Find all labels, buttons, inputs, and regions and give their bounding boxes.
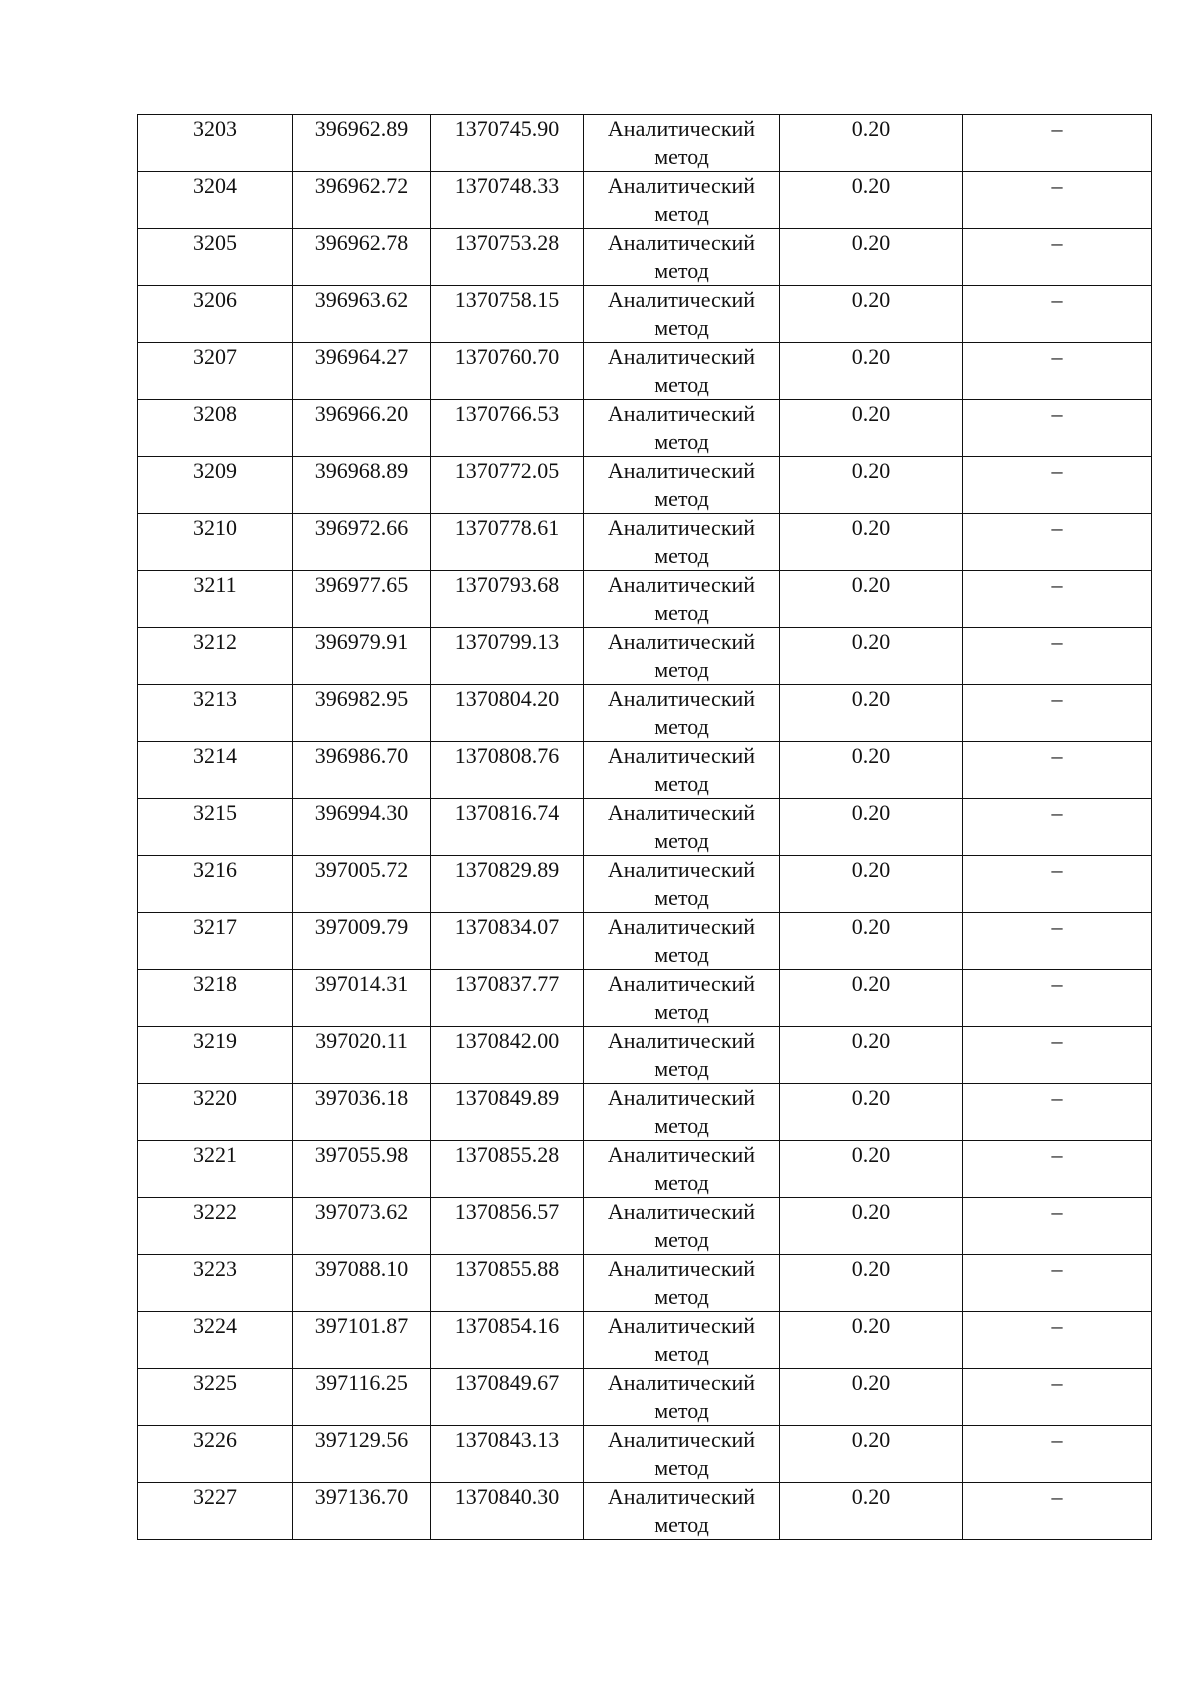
accuracy-cell: 0.20 (780, 1198, 963, 1255)
note-cell: – (963, 628, 1152, 685)
method-line-1: Аналитический (607, 629, 756, 654)
y-coordinate-cell: 1370837.77 (431, 970, 584, 1027)
table-row (138, 742, 1152, 799)
point-number-cell: 3224 (138, 1312, 293, 1369)
accuracy-cell: 0.20 (780, 172, 963, 229)
method-cell (584, 115, 780, 172)
method-line-2: метод (654, 657, 709, 682)
method-line-1: Аналитический (607, 344, 756, 369)
method-cell (584, 685, 780, 742)
x-coordinate-cell: 397116.25 (293, 1369, 431, 1426)
y-coordinate-cell: 1370829.89 (431, 856, 584, 913)
accuracy-cell: 0.20 (780, 343, 963, 400)
accuracy-cell: 0.20 (780, 685, 963, 742)
y-coordinate-cell: 1370766.53 (431, 400, 584, 457)
y-coordinate-cell: 1370758.15 (431, 286, 584, 343)
point-number-cell: 3221 (138, 1141, 293, 1198)
point-number-cell: 3203 (138, 115, 293, 172)
method-line-1: Аналитический (607, 1028, 756, 1053)
point-number-cell: 3226 (138, 1426, 293, 1483)
y-coordinate-cell: 1370778.61 (431, 514, 584, 571)
note-cell: – (963, 115, 1152, 172)
method-line-1: Аналитический (607, 401, 756, 426)
table-row (138, 229, 1152, 286)
point-number-cell: 3208 (138, 400, 293, 457)
method-cell (584, 514, 780, 571)
table-row (138, 343, 1152, 400)
accuracy-cell: 0.20 (780, 1483, 963, 1540)
method-line-1: Аналитический (607, 971, 756, 996)
table-row (138, 799, 1152, 856)
note-cell: – (963, 685, 1152, 742)
table-row (138, 856, 1152, 913)
accuracy-cell: 0.20 (780, 1312, 963, 1369)
method-line-2: метод (654, 429, 709, 454)
note-cell: – (963, 457, 1152, 514)
x-coordinate-cell: 397129.56 (293, 1426, 431, 1483)
accuracy-cell: 0.20 (780, 1255, 963, 1312)
note-cell: – (963, 970, 1152, 1027)
accuracy-cell: 0.20 (780, 742, 963, 799)
method-line-2: метод (654, 771, 709, 796)
note-cell: – (963, 913, 1152, 970)
method-line-1: Аналитический (607, 1313, 756, 1338)
y-coordinate-cell: 1370748.33 (431, 172, 584, 229)
x-coordinate-cell: 397005.72 (293, 856, 431, 913)
y-coordinate-cell: 1370804.20 (431, 685, 584, 742)
note-cell: – (963, 799, 1152, 856)
method-line-2: метод (654, 144, 709, 169)
note-cell: – (963, 286, 1152, 343)
accuracy-cell: 0.20 (780, 1426, 963, 1483)
note-cell: – (963, 1084, 1152, 1141)
table-row (138, 685, 1152, 742)
method-cell (584, 1141, 780, 1198)
method-cell (584, 1369, 780, 1426)
accuracy-cell: 0.20 (780, 115, 963, 172)
point-number-cell: 3212 (138, 628, 293, 685)
method-line-1: Аналитический (607, 173, 756, 198)
method-line-2: метод (654, 1512, 709, 1537)
method-line-2: метод (654, 1056, 709, 1081)
table-row (138, 1027, 1152, 1084)
table-row (138, 913, 1152, 970)
y-coordinate-cell: 1370842.00 (431, 1027, 584, 1084)
method-line-1: Аналитический (607, 1199, 756, 1224)
note-cell: – (963, 514, 1152, 571)
table-row (138, 400, 1152, 457)
method-line-2: метод (654, 942, 709, 967)
note-cell: – (963, 343, 1152, 400)
y-coordinate-cell: 1370793.68 (431, 571, 584, 628)
note-cell: – (963, 856, 1152, 913)
method-line-1: Аналитический (607, 515, 756, 540)
note-cell: – (963, 1141, 1152, 1198)
x-coordinate-cell: 397055.98 (293, 1141, 431, 1198)
table-row (138, 1255, 1152, 1312)
table-row (138, 115, 1152, 172)
note-cell: – (963, 172, 1152, 229)
point-number-cell: 3218 (138, 970, 293, 1027)
method-line-2: метод (654, 258, 709, 283)
note-cell: – (963, 1369, 1152, 1426)
y-coordinate-cell: 1370760.70 (431, 343, 584, 400)
note-cell: – (963, 1426, 1152, 1483)
x-coordinate-cell: 396982.95 (293, 685, 431, 742)
method-line-2: метод (654, 1341, 709, 1366)
point-number-cell: 3205 (138, 229, 293, 286)
table-row (138, 172, 1152, 229)
y-coordinate-cell: 1370849.67 (431, 1369, 584, 1426)
x-coordinate-cell: 396964.27 (293, 343, 431, 400)
method-line-1: Аналитический (607, 1142, 756, 1167)
coordinates-table-body (138, 115, 1152, 1540)
method-line-2: метод (654, 372, 709, 397)
y-coordinate-cell: 1370840.30 (431, 1483, 584, 1540)
y-coordinate-cell: 1370843.13 (431, 1426, 584, 1483)
method-line-1: Аналитический (607, 458, 756, 483)
x-coordinate-cell: 397009.79 (293, 913, 431, 970)
y-coordinate-cell: 1370854.16 (431, 1312, 584, 1369)
accuracy-cell: 0.20 (780, 514, 963, 571)
method-line-1: Аналитический (607, 1370, 756, 1395)
note-cell: – (963, 742, 1152, 799)
y-coordinate-cell: 1370855.88 (431, 1255, 584, 1312)
method-cell (584, 856, 780, 913)
note-cell: – (963, 400, 1152, 457)
method-cell (584, 628, 780, 685)
note-cell: – (963, 1312, 1152, 1369)
point-number-cell: 3219 (138, 1027, 293, 1084)
table-row (138, 1141, 1152, 1198)
point-number-cell: 3215 (138, 799, 293, 856)
method-cell (584, 1084, 780, 1141)
table-row (138, 286, 1152, 343)
method-line-2: метод (654, 999, 709, 1024)
method-line-2: метод (654, 315, 709, 340)
table-row (138, 1084, 1152, 1141)
method-line-1: Аналитический (607, 1427, 756, 1452)
method-cell (584, 172, 780, 229)
table-row (138, 1312, 1152, 1369)
accuracy-cell: 0.20 (780, 628, 963, 685)
y-coordinate-cell: 1370816.74 (431, 799, 584, 856)
method-line-2: метод (654, 600, 709, 625)
x-coordinate-cell: 397088.10 (293, 1255, 431, 1312)
method-line-2: метод (654, 828, 709, 853)
y-coordinate-cell: 1370753.28 (431, 229, 584, 286)
method-line-2: метод (654, 885, 709, 910)
table-row (138, 628, 1152, 685)
accuracy-cell: 0.20 (780, 799, 963, 856)
table-row (138, 514, 1152, 571)
method-cell (584, 343, 780, 400)
point-number-cell: 3206 (138, 286, 293, 343)
x-coordinate-cell: 397101.87 (293, 1312, 431, 1369)
note-cell: – (963, 229, 1152, 286)
method-cell (584, 1198, 780, 1255)
accuracy-cell: 0.20 (780, 1369, 963, 1426)
method-line-1: Аналитический (607, 686, 756, 711)
method-cell (584, 1312, 780, 1369)
x-coordinate-cell: 396962.72 (293, 172, 431, 229)
accuracy-cell: 0.20 (780, 856, 963, 913)
note-cell: – (963, 571, 1152, 628)
method-line-2: метод (654, 714, 709, 739)
y-coordinate-cell: 1370808.76 (431, 742, 584, 799)
x-coordinate-cell: 396977.65 (293, 571, 431, 628)
y-coordinate-cell: 1370834.07 (431, 913, 584, 970)
y-coordinate-cell: 1370856.57 (431, 1198, 584, 1255)
x-coordinate-cell: 396963.62 (293, 286, 431, 343)
x-coordinate-cell: 397014.31 (293, 970, 431, 1027)
x-coordinate-cell: 397020.11 (293, 1027, 431, 1084)
table-row (138, 457, 1152, 514)
method-line-1: Аналитический (607, 800, 756, 825)
method-cell (584, 1426, 780, 1483)
method-line-2: метод (654, 1284, 709, 1309)
method-cell (584, 571, 780, 628)
method-line-1: Аналитический (607, 857, 756, 882)
x-coordinate-cell: 396994.30 (293, 799, 431, 856)
x-coordinate-cell: 397073.62 (293, 1198, 431, 1255)
method-cell (584, 1255, 780, 1312)
method-cell (584, 229, 780, 286)
method-line-2: метод (654, 543, 709, 568)
y-coordinate-cell: 1370855.28 (431, 1141, 584, 1198)
point-number-cell: 3217 (138, 913, 293, 970)
table-row (138, 1198, 1152, 1255)
y-coordinate-cell: 1370849.89 (431, 1084, 584, 1141)
y-coordinate-cell: 1370799.13 (431, 628, 584, 685)
accuracy-cell: 0.20 (780, 400, 963, 457)
method-line-1: Аналитический (607, 116, 756, 141)
table-row (138, 571, 1152, 628)
accuracy-cell: 0.20 (780, 1141, 963, 1198)
note-cell: – (963, 1483, 1152, 1540)
point-number-cell: 3225 (138, 1369, 293, 1426)
method-cell (584, 913, 780, 970)
point-number-cell: 3210 (138, 514, 293, 571)
point-number-cell: 3213 (138, 685, 293, 742)
x-coordinate-cell: 397036.18 (293, 1084, 431, 1141)
method-line-2: метод (654, 1227, 709, 1252)
y-coordinate-cell: 1370745.90 (431, 115, 584, 172)
method-line-1: Аналитический (607, 743, 756, 768)
accuracy-cell: 0.20 (780, 1084, 963, 1141)
method-line-2: метод (654, 201, 709, 226)
point-number-cell: 3209 (138, 457, 293, 514)
method-cell (584, 742, 780, 799)
point-number-cell: 3207 (138, 343, 293, 400)
method-cell (584, 286, 780, 343)
method-line-1: Аналитический (607, 1085, 756, 1110)
accuracy-cell: 0.20 (780, 286, 963, 343)
method-line-1: Аналитический (607, 914, 756, 939)
method-line-2: метод (654, 1398, 709, 1423)
method-cell (584, 1027, 780, 1084)
x-coordinate-cell: 396968.89 (293, 457, 431, 514)
method-line-1: Аналитический (607, 287, 756, 312)
point-number-cell: 3211 (138, 571, 293, 628)
coordinates-table (137, 114, 1152, 1540)
x-coordinate-cell: 396962.78 (293, 229, 431, 286)
accuracy-cell: 0.20 (780, 229, 963, 286)
method-cell (584, 970, 780, 1027)
note-cell: – (963, 1027, 1152, 1084)
method-line-1: Аналитический (607, 572, 756, 597)
x-coordinate-cell: 396972.66 (293, 514, 431, 571)
x-coordinate-cell: 396986.70 (293, 742, 431, 799)
point-number-cell: 3214 (138, 742, 293, 799)
method-line-2: метод (654, 1455, 709, 1480)
note-cell: – (963, 1255, 1152, 1312)
point-number-cell: 3204 (138, 172, 293, 229)
y-coordinate-cell: 1370772.05 (431, 457, 584, 514)
method-line-1: Аналитический (607, 230, 756, 255)
method-line-1: Аналитический (607, 1256, 756, 1281)
table-row (138, 970, 1152, 1027)
accuracy-cell: 0.20 (780, 913, 963, 970)
accuracy-cell: 0.20 (780, 970, 963, 1027)
method-line-1: Аналитический (607, 1484, 756, 1509)
x-coordinate-cell: 396966.20 (293, 400, 431, 457)
method-cell (584, 400, 780, 457)
accuracy-cell: 0.20 (780, 1027, 963, 1084)
table-row (138, 1483, 1152, 1540)
accuracy-cell: 0.20 (780, 571, 963, 628)
method-cell (584, 1483, 780, 1540)
method-line-2: метод (654, 486, 709, 511)
x-coordinate-cell: 396979.91 (293, 628, 431, 685)
method-cell (584, 799, 780, 856)
x-coordinate-cell: 397136.70 (293, 1483, 431, 1540)
note-cell: – (963, 1198, 1152, 1255)
x-coordinate-cell: 396962.89 (293, 115, 431, 172)
point-number-cell: 3220 (138, 1084, 293, 1141)
accuracy-cell: 0.20 (780, 457, 963, 514)
point-number-cell: 3222 (138, 1198, 293, 1255)
point-number-cell: 3227 (138, 1483, 293, 1540)
point-number-cell: 3223 (138, 1255, 293, 1312)
method-line-2: метод (654, 1170, 709, 1195)
table-row (138, 1369, 1152, 1426)
point-number-cell: 3216 (138, 856, 293, 913)
method-line-2: метод (654, 1113, 709, 1138)
table-row (138, 1426, 1152, 1483)
method-cell (584, 457, 780, 514)
